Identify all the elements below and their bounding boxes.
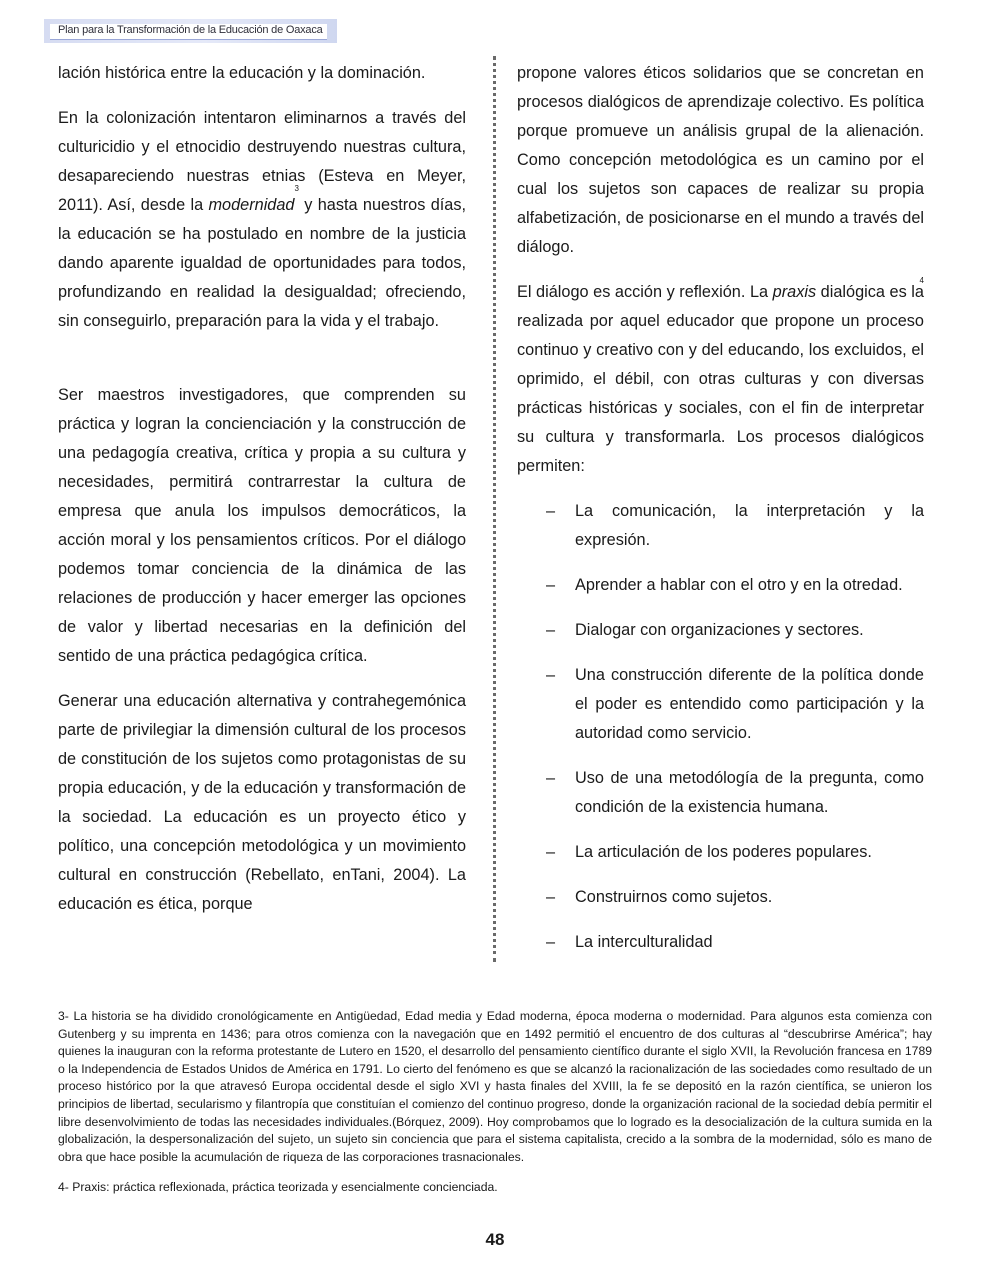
footnotes [58, 1008, 932, 1197]
right-paragraph-1: propone valores éticos solidarios que se concretan en procesos dialógicos de aprendizaje colectivo. Es política porque promueve un análisis grupal de la alienación. Como concepción metodológica es un camino por el cual los sujetos son capaces de realizar su propia alfabetización, de posicionarse en el mundo a través del diálogo. [517, 64, 924, 256]
column-separator [493, 56, 496, 962]
list-item-text: Uso de una metodólogía de la pregunta, como condición de la existencia humana. [575, 769, 924, 816]
list-item [517, 928, 924, 957]
list-item-text: Dialogar con organizaciones y sectores. [575, 621, 864, 639]
dash-bullet: – [546, 502, 556, 520]
right-column [517, 59, 924, 957]
list-item-text: Aprender a hablar con el otro y en la otredad. [575, 576, 903, 594]
footnote-4: 4- Praxis: práctica reflexionada, práctica teorizada y esencialmente concienciada. [58, 1180, 498, 1195]
dash-bullet: – [546, 843, 556, 861]
list-item-text: La articulación de los poderes populares. [575, 843, 872, 861]
list-item [517, 838, 924, 867]
footnote-3: 3- La historia se ha dividido cronológicamente en Antigüedad, Edad media y Edad moderna, época moderna o modernidad. Para algunos esta comienza con Gutenberg y su imprenta en 1436; para otros comienza con la navegación que en 1492 permitió el encuentro de dos culturas al “descubrirse América”; hay quienes la inauguran con la reforma protestante de Lutero en 1520, el desarrollo del pensamiento científico durante el siglo XVII, la Revolución francesa en 1789 o la Independencia de Estados Unidos de América en 1791. Lo cierto del fenómeno es que se alcanzó la racionalización de las sociedades como resultado de un proceso histórico por la que atravesó Europa occidental desde el siglo XVI y hasta finales del XVIII, la fe se depositó en la razón científica, se unieron los principios de libertad, secularismo y filantropía que constituían el comienzo del continuo progreso, donde la organización racional de la sociedad debía permitir el libre desenvolvimiento de todas las necesidades individuales.(Bórquez, 2009). Hoy comprobamos que lo logrado es la desocialización de la cultura sumida en la globalización, la despersonalización del sujeto, un sujeto sin conciencia que para el sistema capitalista, crecido a la sombra de la modernidad, sólo es mano de obra que hace posible la acumulación de riqueza de las corporaciones trasnacionales. [58, 1009, 932, 1164]
list-item [517, 497, 924, 555]
left-paragraph-3: Ser maestros investigadores, que comprenden su práctica y logran la concienciación y la construcción de una pedagogía creativa, crítica y propia a su cultura y necesidades, permitirá contrarrestar la cultura de empresa que anula los impulsos democráticos, la acción moral y los pensamientos críticos. Por el diálogo podemos tomar conciencia de la dinámica de las relaciones de producción y hacer emerger las opciones de valor y libertad necesarias en la definición del sentido de una práctica pedagógica crítica. [58, 386, 466, 665]
dash-bullet: – [546, 576, 556, 594]
dash-bullet: – [546, 888, 556, 906]
left-column [58, 59, 466, 919]
list-item [517, 883, 924, 912]
running-header-title: Plan para la Transformación de la Educación de Oaxaca [58, 24, 323, 36]
dash-bullet: – [546, 621, 556, 639]
modernidad-term: modernidad [208, 196, 295, 214]
dialogic-processes-list [517, 497, 924, 957]
page-number: 48 [485, 1230, 505, 1249]
list-item-text: La comunicación, la interpretación y la expresión. [575, 502, 924, 549]
dash-bullet: – [546, 769, 556, 787]
left-paragraph-2 [58, 104, 466, 336]
dash-bullet: – [546, 666, 556, 684]
list-item [517, 616, 924, 645]
right-paragraph-2-text-b: dialógica es la realizada por aquel educador que propone un proceso continuo y creativo con y del educando, los excluidos, el oprimido, el débil, con otras culturas y con diversas prácticas históricas y sociales, con el fin de interpretar su cultura y transformarla. Los procesos dialógicos permiten: [517, 283, 924, 475]
left-paragraph-4: Generar una educación alternativa y contrahegemónica parte de privilegiar la dimensión cultural de los procesos de constitución de los sujetos como protagonistas de su propia educación, y de la educación y transformación de la sociedad. La educación es un proyecto ético y político, una concepción metodológica y un movimiento cultural en construcción (Rebellato, enTani, 2004). La educación es ética, porque [58, 692, 466, 913]
running-header [44, 19, 337, 43]
list-item [517, 571, 924, 600]
list-item [517, 764, 924, 822]
list-item-text: Construirnos como sujetos. [575, 888, 773, 906]
dash-bullet: – [546, 933, 556, 951]
footnote-ref-3[interactable]: 3 [294, 184, 299, 193]
list-item-text: La interculturalidad [575, 933, 713, 951]
left-paragraph-1: lación histórica entre la educación y la dominación. [58, 64, 426, 82]
left-paragraph-2-text-a: En la colonización intentaron eliminarnos a través del culturicidio y el etnocidio destruyendo nuestras cultura, desapareciendo nuestras etnias (Esteva en Meyer, 2011). Así, desde la [58, 109, 466, 214]
praxis-term: praxis [772, 283, 817, 301]
right-paragraph-2-text-a: El diálogo es acción y reflexión. La [517, 283, 773, 301]
list-item-text: Una construcción diferente de la política donde el poder es entendido como participación y la autoridad como servicio. [575, 666, 924, 742]
left-paragraph-2-text-b: y hasta nuestros días, la educación se ha postulado en nombre de la justicia dando aparente igualdad de oportunidades para todos, profundizando en realidad la desigualdad; ofreciendo, sin conseguirlo, preparación para la vida y el trabajo. [58, 196, 466, 330]
right-paragraph-2 [517, 278, 924, 481]
list-item [517, 661, 924, 748]
footnote-ref-4[interactable]: 4 [919, 276, 924, 285]
